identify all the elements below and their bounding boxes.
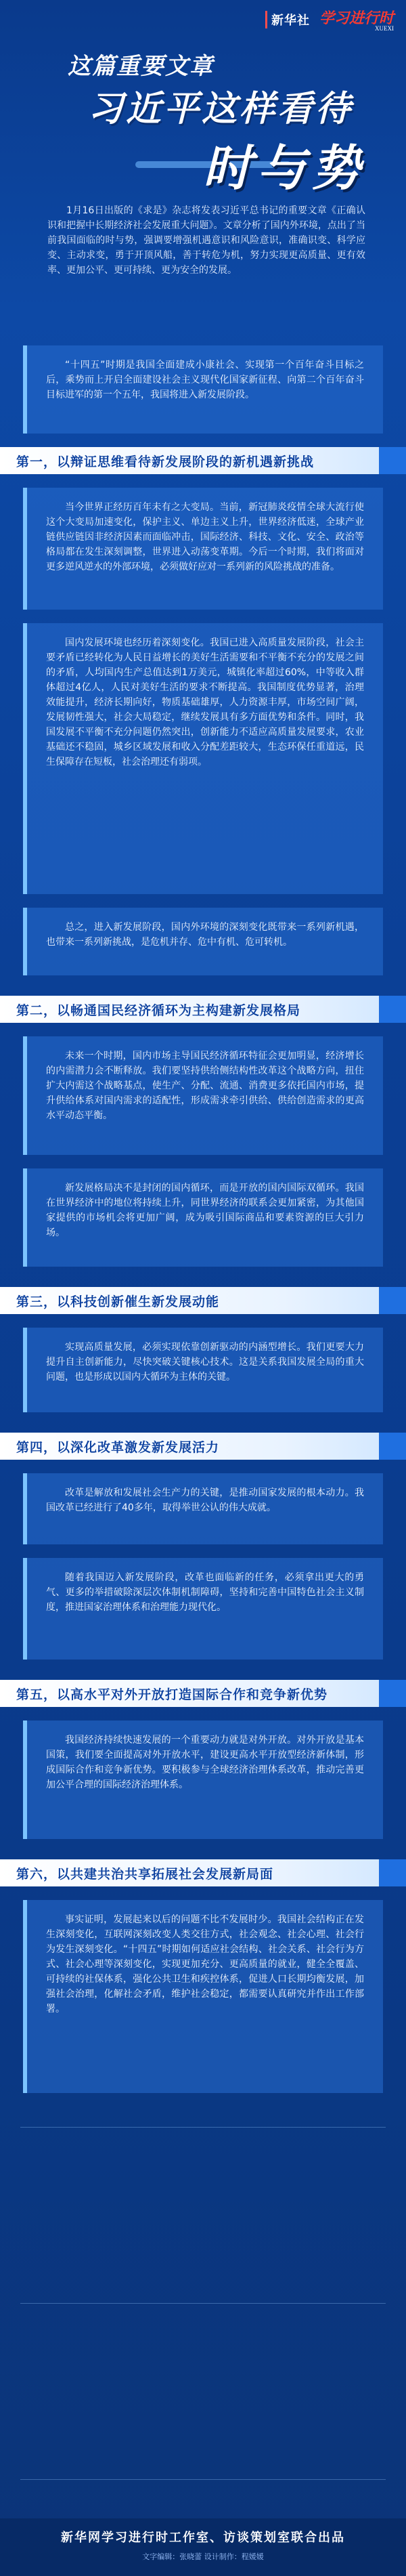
section-3-card-1 bbox=[23, 1328, 383, 1412]
section-title-2: 第二，以畅通国民经济循环为主构建新发展格局 bbox=[16, 1002, 301, 1018]
section-title-6: 第六，以共建共治共享拓展社会发展新局面 bbox=[16, 1866, 274, 1882]
section-1-card-1 bbox=[23, 488, 383, 610]
section-4-card-1 bbox=[23, 1473, 383, 1544]
section-6-paragraph-1: 事实证明，发展起来以后的问题不比不发展时少。我国社会结构正在发生深刻变化，互联网深刻改变人类交往方式，社会观念、社会心理、社会行为发生深刻变化。“十四五”时期如何适应社会结构、社会关系、社会行为方式、社会心理等深刻变化，实现更加充分、更高质量的就业，健全全覆盖、可持续的社保体系，强化公共卫生和疾控体系，促进人口长期均衡发展，加强社会治理，化解社会矛盾，维护社会稳定，都需要认真研究并作出工作部署。 bbox=[46, 1914, 364, 2014]
section-banner-4 bbox=[0, 1433, 406, 1460]
card-new-stage bbox=[23, 345, 383, 434]
card-paragraph: “十四五”时期是我国全面建成小康社会、实现第一个百年奋斗目标之后，乘势而上开启全面建设社会主义现代化国家新征程、向第二个百年奋斗目标进军的第一个五年，我国将进入新发展阶段。 bbox=[46, 360, 364, 400]
section-4-paragraph-2: 随着我国迈入新发展阶段，改革也面临新的任务，必须拿出更大的勇气、更多的举措破除深层次体制机制障碍，坚持和完善中国特色社会主义制度，推进国家治理体系和治理能力现代化。 bbox=[46, 1572, 364, 1613]
section-1-paragraph-1: 当今世界正经历百年未有之大变局。当前，新冠肺炎疫情全球大流行使这个大变局加速变化，保护主义、单边主义上升，世界经济低迷，全球产业链供应链因非经济因素而面临冲击，国际经济、科技、文化、安全、政治等格局都在发生深刻调整，世界进入动荡变革期。今后一个时期，我们将面对更多逆风逆水的外部环境，必须做好应对一系列新的风险挑战的准备。 bbox=[46, 502, 364, 572]
hero-line-3: 时与势 bbox=[203, 140, 366, 196]
section-6-card-1 bbox=[23, 1900, 383, 2093]
footer bbox=[0, 2518, 406, 2576]
section-2-card-1 bbox=[23, 1036, 383, 1155]
divider bbox=[20, 2303, 386, 2304]
header-logos bbox=[265, 7, 394, 32]
section-title-4: 第四，以深化改革激发新发展活力 bbox=[16, 1439, 220, 1455]
section-2-card-2 bbox=[23, 1168, 383, 1267]
divider bbox=[20, 2479, 386, 2480]
footer-credit: 文字编辑：张晓蕾 设计制作：程媛媛 bbox=[142, 2552, 264, 2561]
section-banner-6 bbox=[0, 1859, 406, 1886]
section-banner-2 bbox=[0, 996, 406, 1023]
hero-line-1: 这篇重要文章 bbox=[68, 53, 214, 80]
section-banner-3 bbox=[0, 1287, 406, 1314]
section-2-paragraph-2: 新发展格局决不是封闭的国内循环，而是开放的国内国际双循环。我国在世界经济中的地位将持续上升，同世界经济的联系会更加紧密，为其他国家提供的市场机会将更加广阔，成为吸引国际商品和要素资源的巨大引力场。 bbox=[46, 1183, 364, 1238]
xuexi-logo-sub: XUEXI bbox=[375, 25, 394, 32]
section-1-paragraph-3: 总之，进入新发展阶段，国内外环境的深刻变化既带来一系列新机遇，也带来一系列新挑战，是危机并存、危中有机、危可转机。 bbox=[46, 922, 364, 948]
section-title-1: 第一，以辩证思维看待新发展阶段的新机遇新挑战 bbox=[16, 454, 315, 469]
xinhua-logo: 新华社 bbox=[265, 11, 310, 28]
intro-block bbox=[47, 203, 365, 278]
section-banner-5 bbox=[0, 1680, 406, 1707]
section-1-card-2 bbox=[23, 623, 383, 894]
section-4-card-2 bbox=[23, 1558, 383, 1660]
hero-title bbox=[0, 47, 406, 196]
section-title-3: 第三，以科技创新催生新发展动能 bbox=[16, 1294, 220, 1309]
section-4-paragraph-1: 改革是解放和发展社会生产力的关键，是推动国家发展的根本动力。我国改革已经进行了40多年，取得举世公认的伟大成就。 bbox=[46, 1487, 364, 1513]
section-1-card-3 bbox=[23, 908, 383, 975]
section-2-paragraph-1: 未来一个时期，国内市场主导国民经济循环特征会更加明显，经济增长的内需潜力会不断释放。我们要坚持供给侧结构性改革这个战略方向，扭住扩大内需这个战略基点，使生产、分配、流通、消费更多依托国内市场，提升供给体系对国内需求的适配性，形成需求牵引供给、供给创造需求的更高水平动态平衡。 bbox=[46, 1051, 364, 1121]
hero-line-2: 习近平这样看待 bbox=[88, 89, 354, 129]
divider bbox=[20, 2127, 386, 2128]
footer-title: 新华网学习进行时工作室、访谈策划室联合出品 bbox=[61, 2531, 345, 2545]
intro-paragraph: 1月16日出版的《求是》杂志将发表习近平总书记的重要文章《正确认识和把握中长期经济社会发展重大问题》。文章分析了国内外环境，点出了当前我国面临的时与势，强调要增强机遇意识和风险意识，准确识变、科学应变、主动求变，勇于开顶风船，善于转危为机，努力实现更高质量、更有效率、更加公平、更可持续、更为安全的发展。 bbox=[47, 205, 365, 276]
xuexi-logo bbox=[319, 7, 394, 32]
section-1-paragraph-2: 国内发展环境也经历着深刻变化。我国已进入高质量发展阶段，社会主要矛盾已经转化为人民日益增长的美好生活需要和不平衡不充分的发展之间的矛盾，人均国内生产总值达到1万美元，城镇化率超过60%，中等收入群体超过4亿人，人民对美好生活的要求不断提高。我国制度优势显著，治理效能提升，经济长期向好，物质基础雄厚，人力资源丰厚，市场空间广阔，发展韧性强大，社会大局稳定，继续发展具有多方面优势和条件。同时，我国发展不平衡不充分问题仍然突出，创新能力不适应高质量发展要求，农业基础还不稳固，城乡区域发展和收入分配差距较大，生态环保任重道远，民生保障存在短板，社会治理还有弱项。 bbox=[46, 637, 364, 767]
xuexi-logo-text: 学习进行时 bbox=[319, 9, 394, 26]
section-5-card-1 bbox=[23, 1720, 383, 1839]
section-title-5: 第五，以高水平对外开放打造国际合作和竞争新优势 bbox=[16, 1687, 328, 1702]
section-3-paragraph-1: 实现高质量发展，必须实现依靠创新驱动的内涵型增长。我们更要大力提升自主创新能力，尽快突破关键核心技术。这是关系我国发展全局的重大问题，也是形成以国内大循环为主体的关键。 bbox=[46, 1342, 364, 1382]
section-banner-1 bbox=[0, 447, 406, 474]
section-5-paragraph-1: 我国经济持续快速发展的一个重要动力就是对外开放。对外开放是基本国策，我们要全面提高对外开放水平，建设更高水平开放型经济新体制，形成国际合作和竞争新优势。要积极参与全球经济治理体系改革，推动完善更加公平合理的国际经济治理体系。 bbox=[46, 1735, 364, 1790]
